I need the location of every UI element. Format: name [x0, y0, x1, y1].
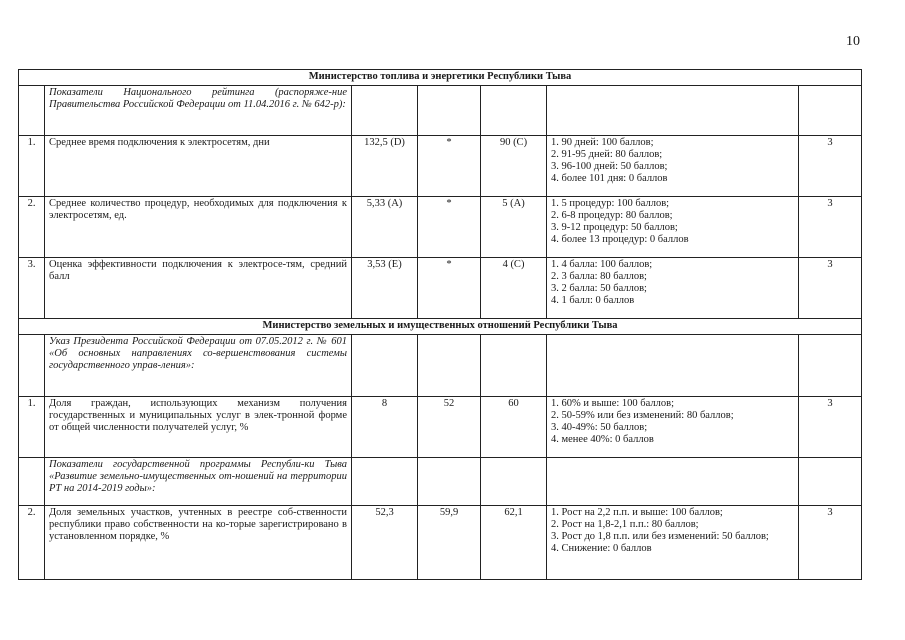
- table-row: [19, 397, 862, 458]
- criteria-line: 4. менее 40%: 0 баллов: [551, 434, 654, 445]
- value-cell: 62,1: [481, 506, 547, 580]
- value-cell: 52,3: [352, 506, 418, 580]
- row-number: 3.: [19, 258, 45, 319]
- criteria-line: 1. 4 балла: 100 баллов;: [551, 259, 653, 270]
- value-cell: 5 (A): [481, 197, 547, 258]
- criteria-line: 4. 1 балл: 0 баллов: [551, 295, 635, 306]
- subheader-row: [19, 458, 862, 506]
- row-number: 1.: [19, 136, 45, 197]
- criteria-line: 3. 40-49%: 50 баллов;: [551, 422, 648, 433]
- criteria-cell: [547, 397, 799, 458]
- table-row: [19, 258, 862, 319]
- indicator-description: Доля граждан, использующих механизм получения государственных и муниципальных услуг в элек-тронной форме от общей численности получателей услуг, %: [45, 397, 352, 458]
- section-header-row: [19, 319, 862, 335]
- indicator-description: Среднее время подключения к электросетям, дни: [45, 136, 352, 197]
- criteria-cell: [547, 258, 799, 319]
- score-cell: 3: [799, 136, 862, 197]
- value-cell: 60: [481, 397, 547, 458]
- row-number: 2.: [19, 506, 45, 580]
- criteria-line: 2. 6-8 процедур: 80 баллов;: [551, 210, 673, 221]
- subheader-text: Указ Президента Российской Федерации от 07.05.2012 г. № 601 «Об основных направлениях со-вершенствования системы государственного управ-ления»:: [45, 335, 352, 397]
- table-row: [19, 506, 862, 580]
- table-row: [19, 197, 862, 258]
- subheader-row: [19, 335, 862, 397]
- value-cell: *: [418, 258, 481, 319]
- value-cell: 8: [352, 397, 418, 458]
- value-cell: 52: [418, 397, 481, 458]
- criteria-line: 2. 50-59% или без изменений: 80 баллов;: [551, 410, 734, 421]
- criteria-line: 1. 90 дней: 100 баллов;: [551, 137, 654, 148]
- section-title: Министерство земельных и имущественных отношений Республики Тыва: [19, 319, 862, 335]
- value-cell: 3,53 (E): [352, 258, 418, 319]
- score-cell: 3: [799, 258, 862, 319]
- criteria-line: 2. 91-95 дней: 80 баллов;: [551, 149, 663, 160]
- value-cell: 90 (C): [481, 136, 547, 197]
- score-cell: 3: [799, 506, 862, 580]
- value-cell: 4 (C): [481, 258, 547, 319]
- criteria-line: 3. 9-12 процедур: 50 баллов;: [551, 222, 678, 233]
- value-cell: 132,5 (D): [352, 136, 418, 197]
- subheader-text: Показатели государственной программы Республи-ки Тыва «Развитие земельно-имущественных от-ношений на территории РТ на 2014-2019 годы»:: [45, 458, 352, 506]
- value-cell: *: [418, 136, 481, 197]
- criteria-line: 2. Рост на 1,8-2,1 п.п.: 80 баллов;: [551, 519, 699, 530]
- section-header-row: [19, 70, 862, 86]
- section-title: Министерство топлива и энергетики Республики Тыва: [19, 70, 862, 86]
- indicator-description: Оценка эффективности подключения к электросе-тям, средний балл: [45, 258, 352, 319]
- criteria-line: 2. 3 балла: 80 баллов;: [551, 271, 647, 282]
- criteria-line: 1. Рост на 2,2 п.п. и выше: 100 баллов;: [551, 507, 723, 518]
- subheader-row: [19, 86, 862, 136]
- score-cell: 3: [799, 197, 862, 258]
- criteria-cell: [547, 136, 799, 197]
- criteria-line: 1. 5 процедур: 100 баллов;: [551, 198, 670, 209]
- criteria-cell: [547, 506, 799, 580]
- table-row: [19, 136, 862, 197]
- criteria-cell: [547, 197, 799, 258]
- row-number: 2.: [19, 197, 45, 258]
- criteria-line: 4. более 13 процедур: 0 баллов: [551, 234, 689, 245]
- row-number: 1.: [19, 397, 45, 458]
- criteria-line: 4. Снижение: 0 баллов: [551, 543, 652, 554]
- value-cell: *: [418, 197, 481, 258]
- indicator-description: Среднее количество процедур, необходимых для подключения к электросетям, ед.: [45, 197, 352, 258]
- indicator-description: Доля земельных участков, учтенных в реестре соб-ственности республики право собственности на ко-торые зарегистрировано в установленном порядке, %: [45, 506, 352, 580]
- criteria-line: 3. 96-100 дней: 50 баллов;: [551, 161, 668, 172]
- criteria-line: 4. более 101 дня: 0 баллов: [551, 173, 668, 184]
- page-number: 10: [846, 34, 860, 49]
- score-cell: 3: [799, 397, 862, 458]
- criteria-line: 1. 60% и выше: 100 баллов;: [551, 398, 674, 409]
- value-cell: 59,9: [418, 506, 481, 580]
- criteria-line: 3. Рост до 1,8 п.п. или без изменений: 50 баллов;: [551, 531, 769, 542]
- criteria-line: 3. 2 балла: 50 баллов;: [551, 283, 647, 294]
- subheader-text: Показатели Национального рейтинга (распоряже-ние Правительства Российской Федерации от 11.04.2016 г. № 642-р):: [45, 86, 352, 136]
- indicators-table: [18, 69, 862, 580]
- value-cell: 5,33 (A): [352, 197, 418, 258]
